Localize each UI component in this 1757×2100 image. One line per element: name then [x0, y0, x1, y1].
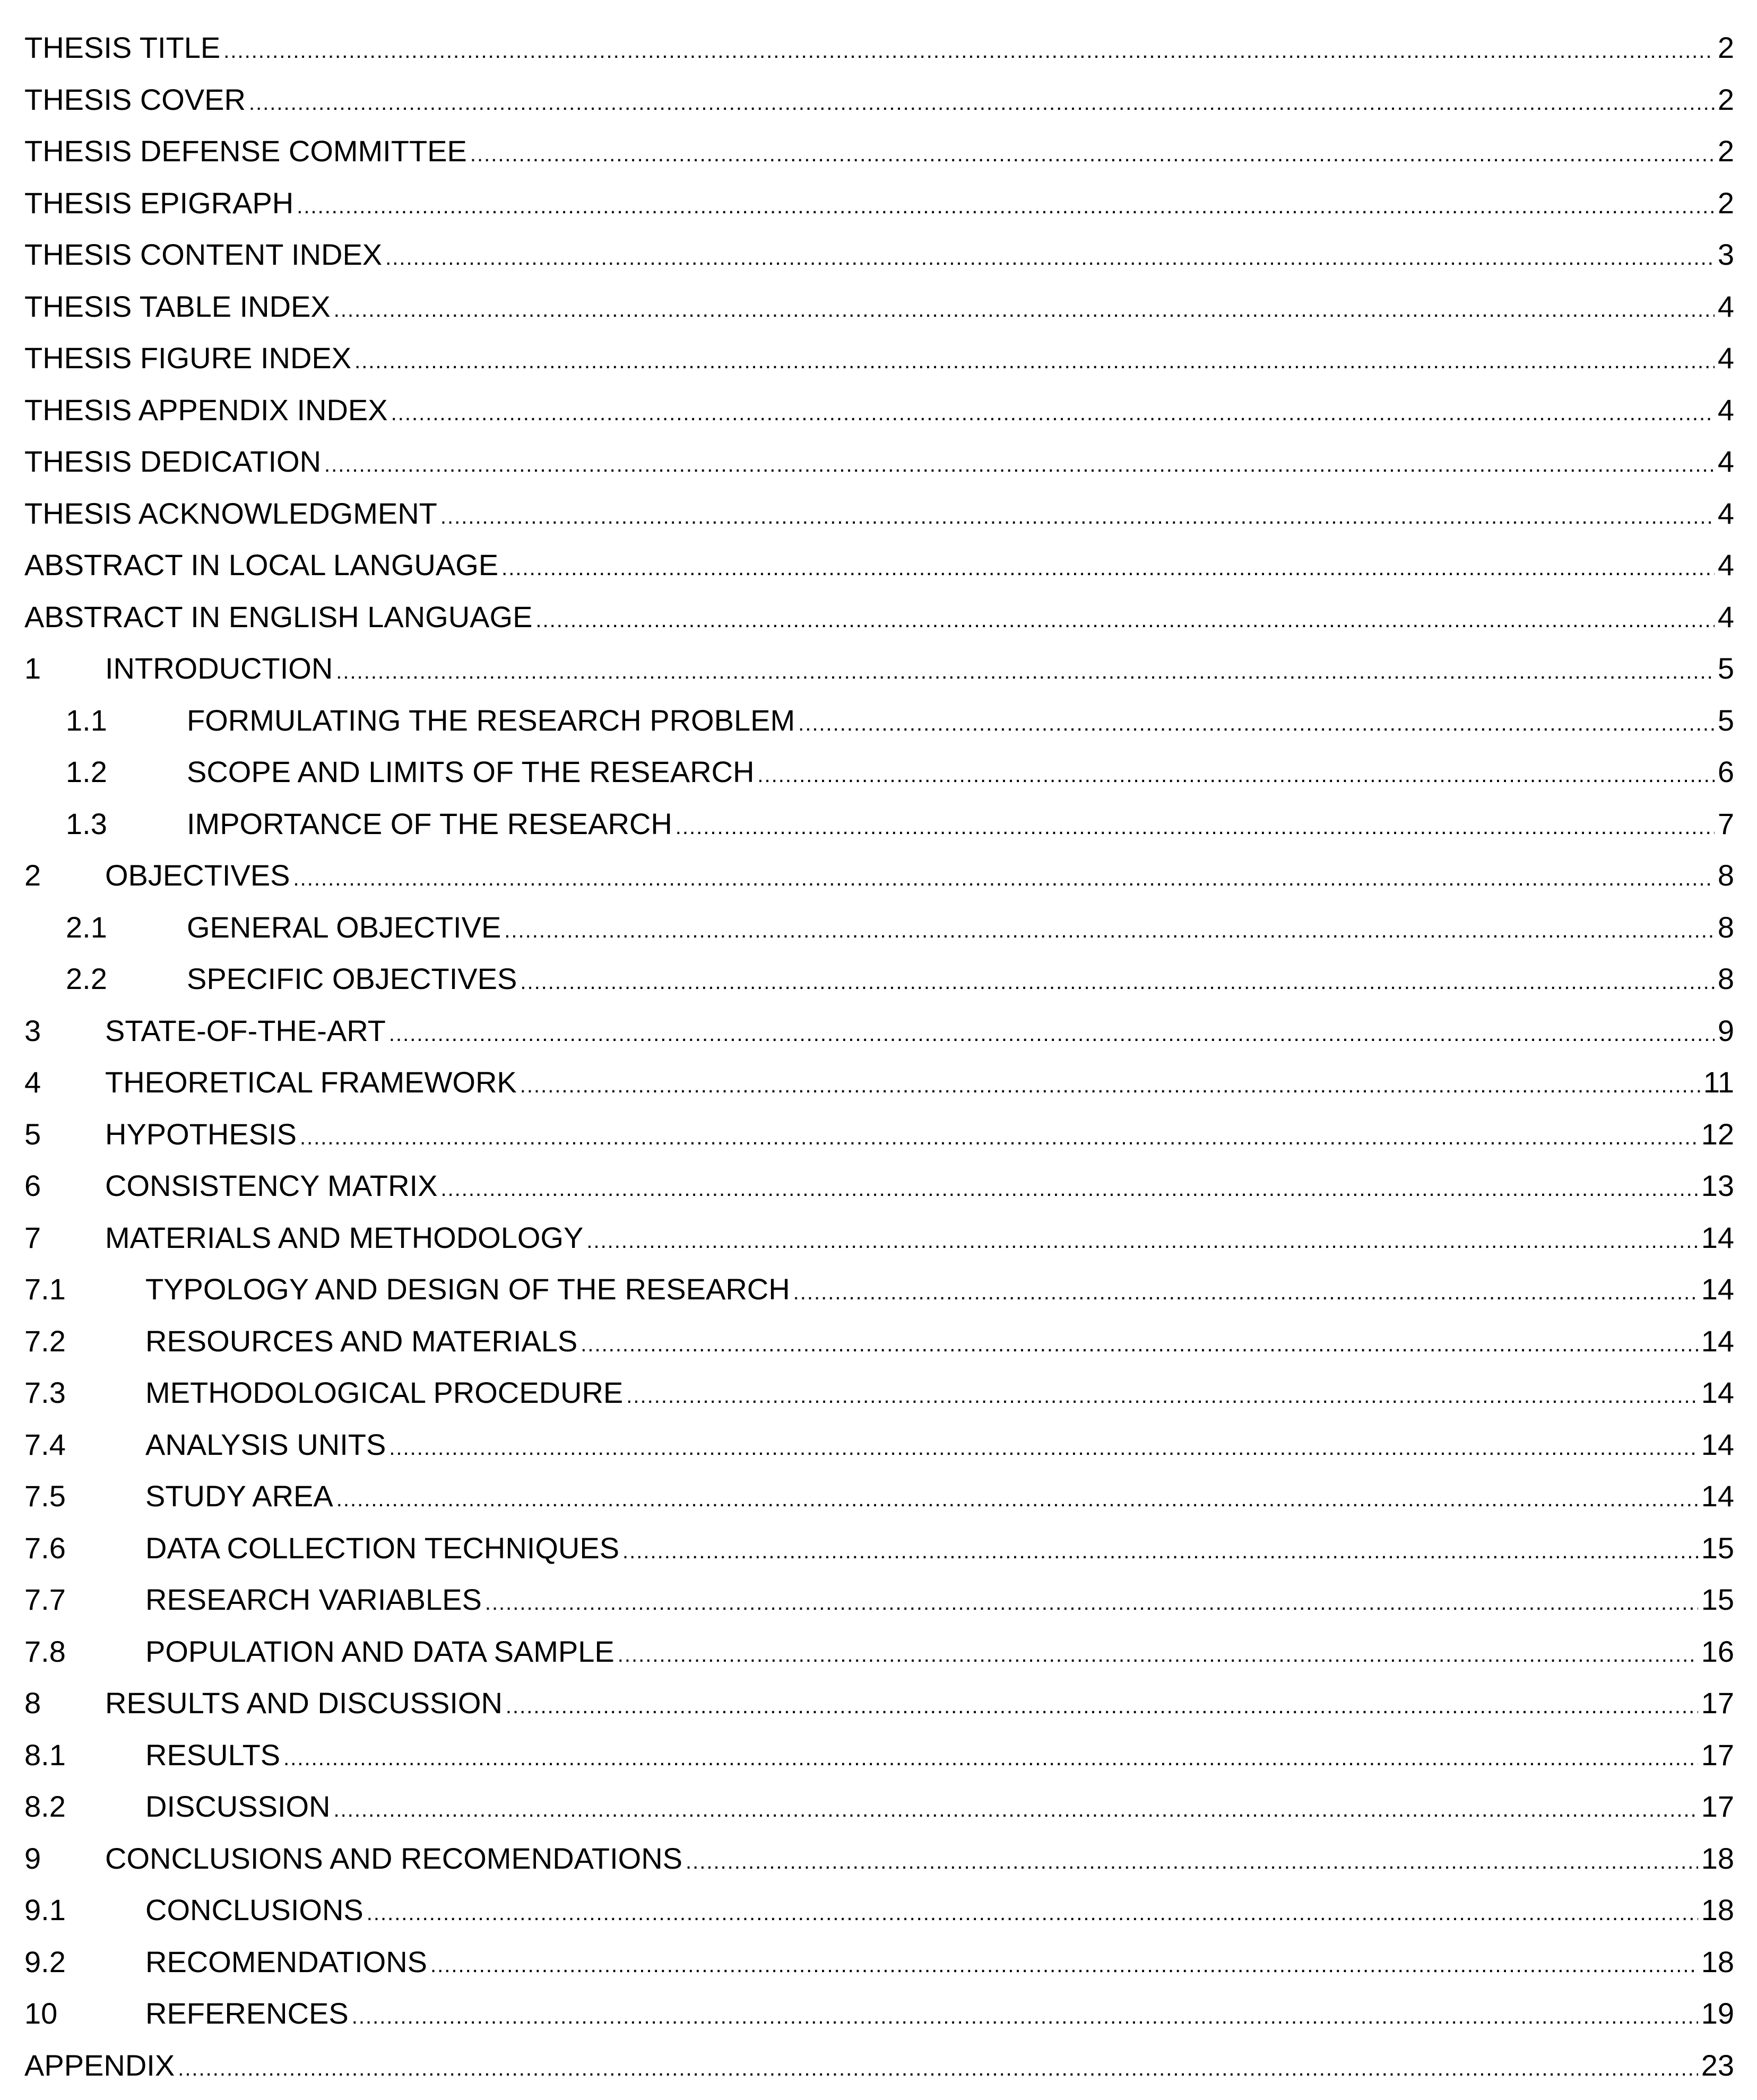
- toc-dot-leader: [440, 491, 1715, 543]
- toc-dot-leader: [520, 957, 1715, 1009]
- toc-entry[interactable]: [24, 1988, 1734, 2040]
- toc-entry[interactable]: [24, 953, 1734, 1005]
- toc-entry[interactable]: [24, 1626, 1734, 1678]
- toc-entry-page: 18: [1701, 1893, 1734, 1927]
- toc-entry-number: 1.2: [66, 755, 107, 788]
- toc-entry-number: 2.1: [66, 910, 107, 944]
- toc-entry-number: 7.7: [24, 1583, 66, 1616]
- toc-entry[interactable]: [24, 1470, 1734, 1522]
- toc-dot-leader: [334, 1784, 1698, 1836]
- toc-dot-leader: [389, 1422, 1698, 1474]
- toc-entry[interactable]: [24, 1936, 1734, 1988]
- toc-entry[interactable]: [24, 643, 1734, 695]
- toc-entry[interactable]: [24, 281, 1734, 333]
- toc-entry-title: CONCLUSIONS AND RECOMENDATIONS: [105, 1841, 682, 1875]
- toc-dot-leader: [504, 905, 1715, 957]
- toc-entry-page: 4: [1717, 600, 1734, 634]
- toc-entry-number: 9.1: [24, 1893, 66, 1927]
- toc-entry-title: RESOURCES AND MATERIALS: [145, 1324, 578, 1358]
- toc-dot-leader: [389, 1009, 1715, 1061]
- toc-entry-title: THESIS DEDICATION: [24, 445, 322, 478]
- toc-entry-page: 14: [1701, 1272, 1734, 1306]
- toc-entry-title: STATE-OF-THE-ART: [105, 1013, 386, 1047]
- toc-entry-page: 9: [1717, 1013, 1734, 1047]
- toc-entry-number: 7.3: [24, 1376, 66, 1409]
- toc-entry-page: 2: [1717, 186, 1734, 220]
- toc-dot-leader: [686, 1836, 1698, 1888]
- toc-dot-leader: [223, 25, 1715, 77]
- toc-dot-leader: [336, 1474, 1698, 1526]
- toc-entry-title: HYPOTHESIS: [105, 1117, 297, 1151]
- toc-entry[interactable]: [24, 125, 1734, 177]
- toc-entry-title: THESIS COVER: [24, 82, 246, 116]
- toc-entry-title: CONCLUSIONS: [145, 1893, 363, 1927]
- toc-entry-title: RESEARCH VARIABLES: [145, 1583, 482, 1616]
- toc-entry-title: INTRODUCTION: [105, 652, 333, 685]
- toc-entry[interactable]: [24, 591, 1734, 643]
- toc-entry[interactable]: [24, 1884, 1734, 1936]
- toc-dot-leader: [352, 1991, 1698, 2043]
- toc-entry-page: 13: [1701, 1169, 1734, 1202]
- toc-entry-page: 2: [1717, 82, 1734, 116]
- toc-entry-number: 7.1: [24, 1272, 66, 1306]
- toc-entry[interactable]: [24, 1108, 1734, 1160]
- toc-dot-leader: [283, 1733, 1698, 1785]
- toc-entry-title: THESIS APPENDIX INDEX: [24, 393, 388, 427]
- toc-entry-page: 18: [1701, 1841, 1734, 1875]
- toc-dot-leader: [798, 698, 1715, 750]
- toc-entry-page: 4: [1717, 445, 1734, 478]
- toc-entry-title: IMPORTANCE OF THE RESEARCH: [187, 806, 672, 840]
- toc-entry-number: 7.2: [24, 1324, 66, 1358]
- toc-dot-leader: [520, 1060, 1700, 1112]
- toc-entry-title: DATA COLLECTION TECHNIQUES: [145, 1531, 620, 1565]
- toc-entry-number: 9.2: [24, 1945, 66, 1978]
- toc-dot-leader: [385, 232, 1715, 284]
- toc-entry-number: 6: [24, 1169, 41, 1202]
- toc-entry[interactable]: [24, 1419, 1734, 1471]
- toc-entry-page: 14: [1701, 1479, 1734, 1513]
- toc-entry-page: 14: [1701, 1220, 1734, 1254]
- toc-entry-title: THEORETICAL FRAMEWORK: [105, 1065, 517, 1099]
- toc-entry[interactable]: [24, 488, 1734, 540]
- toc-entry-page: 18: [1701, 1945, 1734, 1978]
- toc-entry[interactable]: [24, 798, 1734, 850]
- toc-entry[interactable]: [24, 1677, 1734, 1729]
- table-of-contents: [24, 22, 1734, 2091]
- toc-entry-page: 5: [1717, 652, 1734, 685]
- toc-entry[interactable]: [24, 177, 1734, 229]
- toc-entry[interactable]: [24, 22, 1734, 74]
- toc-entry-title: GENERAL OBJECTIVE: [187, 910, 501, 944]
- toc-entry-title: POPULATION AND DATA SAMPLE: [145, 1634, 614, 1668]
- toc-entry[interactable]: [24, 1056, 1734, 1108]
- toc-entry[interactable]: [24, 74, 1734, 126]
- toc-dot-leader: [485, 1577, 1698, 1629]
- toc-dot-leader: [470, 129, 1715, 181]
- toc-dot-leader: [440, 1164, 1698, 1216]
- toc-dot-leader: [324, 439, 1715, 491]
- toc-dot-leader: [501, 543, 1715, 595]
- toc-entry[interactable]: [24, 384, 1734, 436]
- toc-entry[interactable]: [24, 1212, 1734, 1264]
- toc-entry-number: 7.4: [24, 1427, 66, 1461]
- toc-dot-leader: [622, 1526, 1698, 1578]
- toc-entry-title: SPECIFIC OBJECTIVES: [187, 962, 517, 995]
- toc-entry-title: OBJECTIVES: [105, 858, 290, 892]
- toc-dot-leader: [297, 181, 1715, 233]
- toc-entry[interactable]: [24, 1833, 1734, 1885]
- toc-entry-title: METHODOLOGICAL PROCEDURE: [145, 1376, 624, 1409]
- toc-entry[interactable]: [24, 229, 1734, 281]
- toc-entry-number: 7.5: [24, 1479, 66, 1513]
- toc-entry-number: 4: [24, 1065, 41, 1099]
- toc-entry-number: 8.1: [24, 1738, 66, 1772]
- toc-entry-page: 11: [1703, 1065, 1734, 1099]
- toc-entry[interactable]: [24, 1574, 1734, 1626]
- toc-entry[interactable]: [24, 539, 1734, 591]
- toc-dot-leader: [300, 1112, 1698, 1164]
- toc-entry-page: 14: [1701, 1376, 1734, 1409]
- toc-entry-page: 4: [1717, 341, 1734, 375]
- toc-entry-number: 1.1: [66, 703, 107, 737]
- toc-entry-title: ABSTRACT IN LOCAL LANGUAGE: [24, 548, 499, 582]
- toc-entry-number: 8: [24, 1686, 41, 1720]
- toc-entry[interactable]: [24, 2040, 1734, 2092]
- toc-dot-leader: [676, 802, 1715, 854]
- toc-entry-title: THESIS EPIGRAPH: [24, 186, 294, 220]
- toc-entry-number: 7.8: [24, 1634, 66, 1668]
- toc-entry[interactable]: [24, 1160, 1734, 1212]
- toc-entry-title: RESULTS: [145, 1738, 281, 1772]
- toc-entry[interactable]: [24, 746, 1734, 798]
- toc-entry-title: ABSTRACT IN ENGLISH LANGUAGE: [24, 600, 533, 634]
- toc-entry-title: TYPOLOGY AND DESIGN OF THE RESEARCH: [145, 1272, 790, 1306]
- toc-entry[interactable]: [24, 1263, 1734, 1315]
- toc-entry-page: 8: [1717, 962, 1734, 995]
- toc-entry[interactable]: [24, 1781, 1734, 1833]
- toc-dot-leader: [367, 1888, 1698, 1940]
- toc-entry[interactable]: [24, 1522, 1734, 1574]
- toc-entry-title: MATERIALS AND METHODOLOGY: [105, 1220, 584, 1254]
- toc-entry-number: 10: [24, 1997, 58, 2030]
- toc-entry[interactable]: [24, 1729, 1734, 1781]
- toc-dot-leader: [581, 1319, 1698, 1371]
- toc-entry-title: THESIS ACKNOWLEDGMENT: [24, 496, 437, 530]
- toc-entry-page: 17: [1701, 1790, 1734, 1823]
- toc-entry-title: FORMULATING THE RESEARCH PROBLEM: [187, 703, 795, 737]
- toc-entry-page: 2: [1717, 134, 1734, 168]
- toc-entry[interactable]: [24, 332, 1734, 384]
- toc-dot-leader: [757, 750, 1714, 802]
- toc-entry-page: 19: [1701, 1997, 1734, 2030]
- toc-entry-title: ANALYSIS UNITS: [145, 1427, 386, 1461]
- toc-entry-number: 1.3: [66, 806, 107, 840]
- toc-dot-leader: [793, 1267, 1698, 1319]
- toc-entry-title: THESIS FIGURE INDEX: [24, 341, 352, 375]
- toc-dot-leader: [430, 1940, 1698, 1992]
- toc-entry-title: THESIS TITLE: [24, 31, 221, 64]
- toc-entry-number: 3: [24, 1013, 41, 1047]
- toc-dot-leader: [178, 2043, 1698, 2095]
- toc-entry-number: 9: [24, 1841, 41, 1875]
- toc-entry-page: 8: [1717, 910, 1734, 944]
- toc-entry-page: 4: [1717, 496, 1734, 530]
- toc-entry[interactable]: [24, 1315, 1734, 1367]
- toc-entry-title: RESULTS AND DISCUSSION: [105, 1686, 503, 1720]
- toc-entry-title: STUDY AREA: [145, 1479, 333, 1513]
- toc-entry-number: 2: [24, 858, 41, 892]
- toc-dot-leader: [249, 77, 1715, 129]
- toc-entry-page: 8: [1717, 858, 1734, 892]
- toc-dot-leader: [506, 1681, 1698, 1733]
- toc-entry-page: 7: [1717, 806, 1734, 840]
- toc-dot-leader: [334, 284, 1715, 336]
- toc-entry-page: 14: [1701, 1427, 1734, 1461]
- toc-entry-title: THESIS TABLE INDEX: [24, 289, 331, 323]
- toc-dot-leader: [618, 1629, 1698, 1681]
- toc-entry-page: 14: [1701, 1324, 1734, 1358]
- toc-entry-page: 4: [1717, 548, 1734, 582]
- toc-entry-page: 15: [1701, 1531, 1734, 1565]
- toc-entry-title: DISCUSSION: [145, 1790, 331, 1823]
- toc-entry[interactable]: [24, 695, 1734, 747]
- toc-entry-page: 4: [1717, 393, 1734, 427]
- toc-entry-number: 8.2: [24, 1790, 66, 1823]
- toc-entry[interactable]: [24, 1005, 1734, 1057]
- toc-entry-page: 16: [1701, 1634, 1734, 1668]
- toc-entry-title: CONSISTENCY MATRIX: [105, 1169, 438, 1202]
- toc-entry-page: 6: [1717, 755, 1734, 788]
- toc-entry-number: 5: [24, 1117, 41, 1151]
- toc-entry-page: 23: [1701, 2048, 1734, 2082]
- toc-entry-number: 2.2: [66, 962, 107, 995]
- toc-entry-page: 12: [1701, 1117, 1734, 1151]
- toc-entry-page: 17: [1701, 1686, 1734, 1720]
- toc-dot-leader: [336, 646, 1715, 698]
- toc-entry-number: 7.6: [24, 1531, 66, 1565]
- toc-entry[interactable]: [24, 849, 1734, 901]
- toc-entry-page: 15: [1701, 1583, 1734, 1616]
- toc-entry[interactable]: [24, 901, 1734, 953]
- toc-dot-leader: [293, 853, 1715, 905]
- toc-dot-leader: [535, 595, 1714, 647]
- toc-entry-number: 7: [24, 1220, 41, 1254]
- toc-entry-page: 4: [1717, 289, 1734, 323]
- toc-dot-leader: [586, 1216, 1698, 1268]
- toc-entry-page: 3: [1717, 238, 1734, 271]
- toc-dot-leader: [354, 336, 1715, 388]
- toc-dot-leader: [391, 388, 1715, 440]
- toc-entry-title: THESIS CONTENT INDEX: [24, 238, 383, 271]
- toc-entry-page: 5: [1717, 703, 1734, 737]
- toc-entry-title: RECOMENDATIONS: [145, 1945, 427, 1978]
- toc-entry[interactable]: [24, 436, 1734, 488]
- toc-entry-title: THESIS DEFENSE COMMITTEE: [24, 134, 467, 168]
- toc-entry-title: REFERENCES: [145, 1997, 349, 2030]
- toc-entry-page: 2: [1717, 31, 1734, 64]
- toc-entry-number: 1: [24, 652, 41, 685]
- toc-entry[interactable]: [24, 1367, 1734, 1419]
- toc-entry-page: 17: [1701, 1738, 1734, 1772]
- toc-dot-leader: [626, 1370, 1698, 1422]
- toc-entry-title: APPENDIX: [24, 2048, 175, 2082]
- toc-entry-title: SCOPE AND LIMITS OF THE RESEARCH: [187, 755, 755, 788]
